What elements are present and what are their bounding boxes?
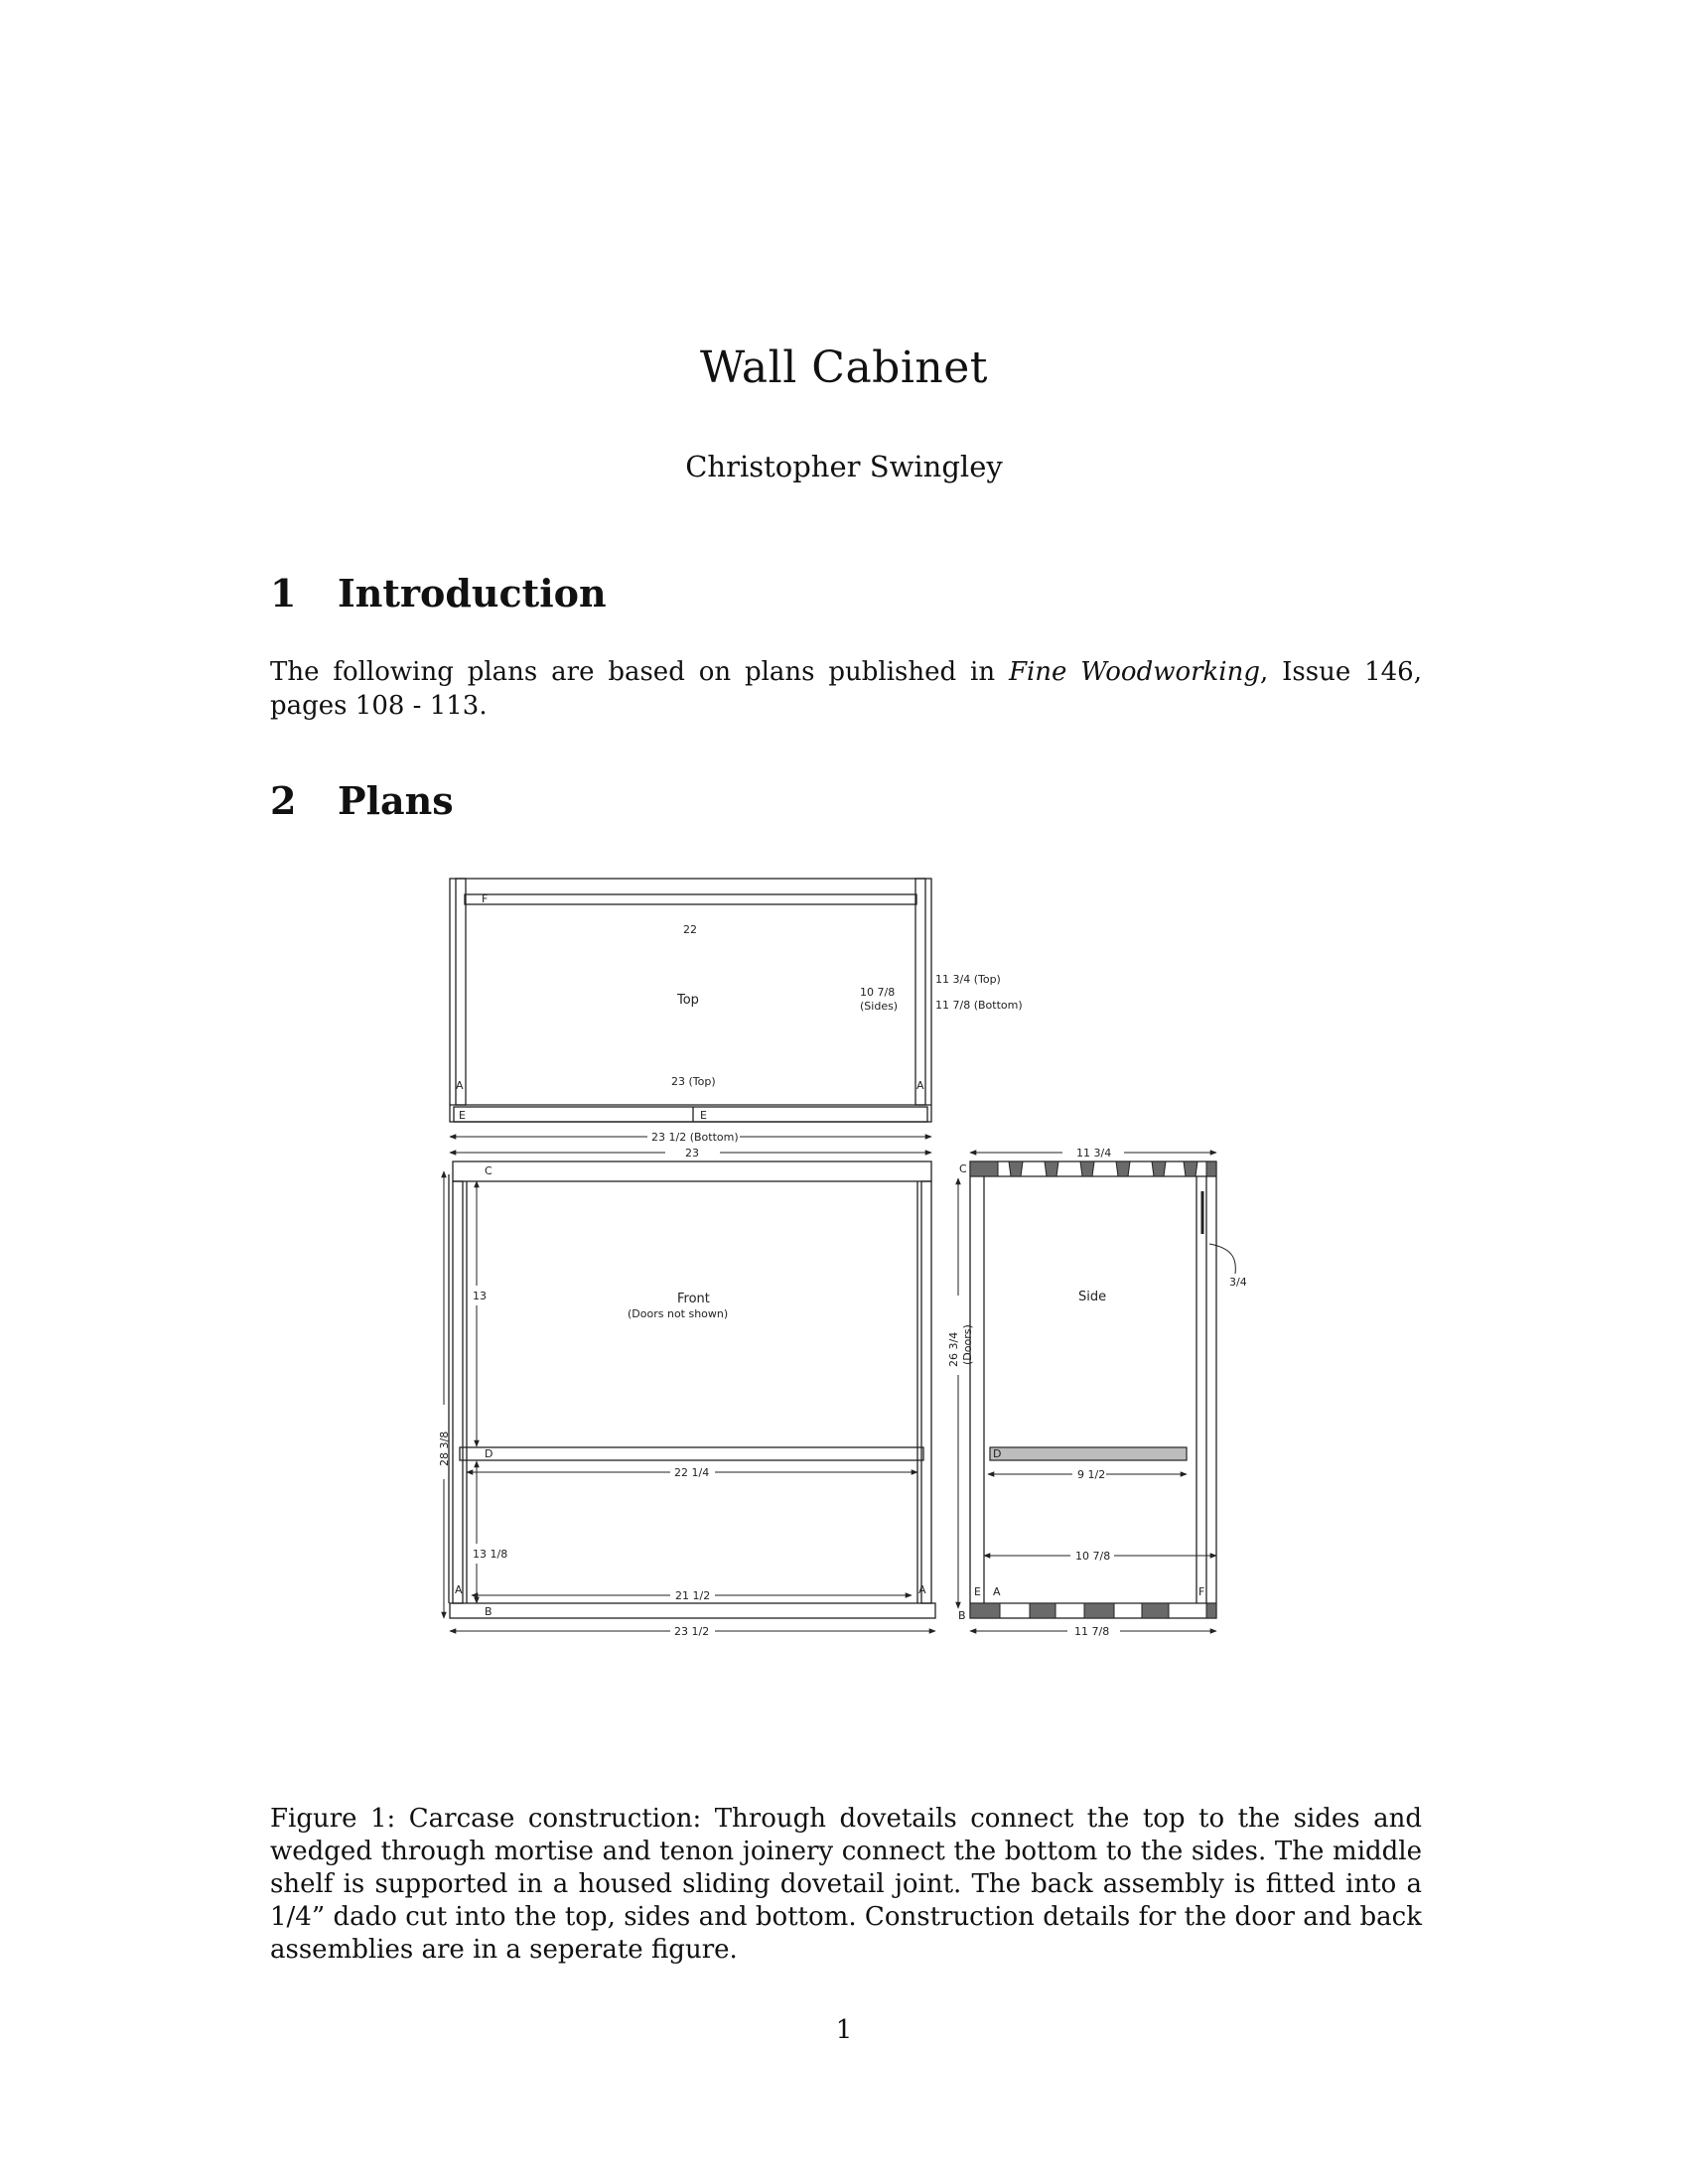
top-view-right-side: [915, 879, 925, 1105]
front-shelf-width-label: 22 1/4: [674, 1466, 710, 1479]
dovetail-tail: [1206, 1161, 1216, 1176]
side-part-d-label: D: [993, 1447, 1002, 1460]
front-height-lower-label: 13 1/8: [473, 1548, 508, 1561]
side-door-height-label-2: (Doors): [961, 1324, 974, 1365]
top-depth-top-label: 11 3/4 (Top): [935, 973, 1001, 986]
side-door-height-label: 26 3/4: [947, 1331, 960, 1367]
side-part-e-label: E: [974, 1585, 981, 1598]
section-heading-introduction: [270, 571, 607, 615]
front-width-bottom-label: 23 1/2: [674, 1625, 710, 1638]
tenon-block: [1084, 1603, 1114, 1618]
section-heading-plans: [270, 778, 454, 823]
top-part-e-mid-label: E: [700, 1109, 707, 1122]
dovetail-pin: [1080, 1161, 1094, 1176]
front-view-label: Front: [677, 1292, 710, 1306]
side-inner-depth-label: 10 7/8: [1075, 1550, 1111, 1563]
front-part-a-right-label: A: [918, 1583, 926, 1596]
figure-carcase-plans: [417, 859, 1311, 1792]
magazine-title: Fine Woodworking: [1008, 657, 1261, 687]
top-depth-sides-label: 10 7/8: [860, 986, 896, 999]
dovetail-pin: [1009, 1161, 1023, 1176]
dovetail-pin: [1116, 1161, 1130, 1176]
side-view-label: Side: [1078, 1290, 1107, 1304]
section-title: Introduction: [338, 571, 607, 615]
section-number: 1: [270, 571, 297, 615]
side-bottom-tenons: [970, 1603, 1216, 1618]
tenon-block: [1030, 1603, 1055, 1618]
introduction-paragraph: [270, 655, 1422, 723]
side-top-dovetails: [970, 1161, 1216, 1176]
front-inner-bottom-width-label: 21 1/2: [675, 1589, 711, 1602]
top-depth-bottom-label: 11 7/8 (Bottom): [935, 999, 1023, 1012]
front-bottom-board: [450, 1603, 935, 1618]
top-view-left-side: [456, 879, 466, 1105]
top-part-a-right-label: A: [916, 1079, 924, 1092]
dovetail-tail: [970, 1161, 998, 1176]
top-part-e-left-label: E: [459, 1109, 466, 1122]
page-number: 1: [835, 2015, 853, 2045]
top-view-back-groove: [465, 894, 916, 904]
top-depth-sides-label-2: (Sides): [860, 1000, 899, 1013]
front-left-outer-side: [453, 1181, 463, 1603]
side-back-thickness-leader: [1209, 1244, 1235, 1274]
tenon-block: [970, 1603, 1000, 1618]
document-author: Christopher Swingley: [685, 450, 1003, 483]
front-view-label-2: (Doors not shown): [628, 1307, 729, 1320]
dovetail-pin: [1184, 1161, 1197, 1176]
front-top-board: [453, 1161, 931, 1181]
dovetail-pin: [1045, 1161, 1058, 1176]
tenon-block: [1142, 1603, 1169, 1618]
top-view-label: Top: [677, 993, 699, 1008]
top-width-bottom-label: 23 1/2 (Bottom): [651, 1131, 739, 1144]
side-part-a-label: A: [993, 1585, 1001, 1598]
top-part-a-left-label: A: [456, 1079, 464, 1092]
top-part-f-label: F: [482, 892, 489, 905]
front-part-b-label: B: [485, 1605, 492, 1618]
side-part-f-label: F: [1198, 1585, 1205, 1598]
section-title: Plans: [338, 778, 454, 823]
front-shelf-board: [460, 1447, 923, 1460]
side-width-top-label: 11 3/4: [1076, 1147, 1112, 1160]
side-shelf-depth-label: 9 1/2: [1077, 1468, 1106, 1481]
front-part-a-left-label: A: [455, 1583, 463, 1596]
side-part-b-label: B: [958, 1609, 966, 1622]
front-width-top-label: 23: [685, 1147, 699, 1160]
intro-text-before: The following plans are based on plans published in: [270, 657, 1009, 687]
front-view: [449, 1161, 935, 1618]
side-back-thickness-label: 3/4: [1229, 1276, 1247, 1289]
front-part-d-label: D: [485, 1447, 493, 1460]
side-width-bottom-label: 11 7/8: [1074, 1625, 1110, 1638]
figure-caption: Figure 1: Carcase construction: Through dovetails connect the top to the sides and wedged through mortise and tenon joinery connect the bottom to the sides. The middle shelf is supported in a housed sliding dovetail joint. The back assembly is fitted into a 1/4” dado cut into the top, sides and bottom. Construction details for the door and back assemblies are in a seperate figure.: [270, 1804, 1422, 1965]
front-height-total-label: 28 3/8: [438, 1431, 451, 1466]
front-right-outer-side: [921, 1181, 931, 1603]
top-width-top-label: 23 (Top): [671, 1075, 716, 1088]
intro-text-after: , Issue 146, pages 108 - 113.: [270, 657, 1422, 721]
section-number: 2: [270, 778, 297, 823]
top-width-inner-label: 22: [683, 923, 697, 936]
plans-drawing: [417, 859, 1311, 1792]
dovetail-pin: [1152, 1161, 1166, 1176]
side-part-c-label: C: [959, 1162, 967, 1175]
front-part-c-label: C: [485, 1164, 492, 1177]
top-view-bottom-edge: [454, 1107, 927, 1122]
side-shelf-board: [990, 1447, 1187, 1460]
tenon-block: [1206, 1603, 1216, 1618]
front-height-upper-label: 13: [473, 1290, 487, 1302]
document-title: Wall Cabinet: [700, 342, 988, 393]
